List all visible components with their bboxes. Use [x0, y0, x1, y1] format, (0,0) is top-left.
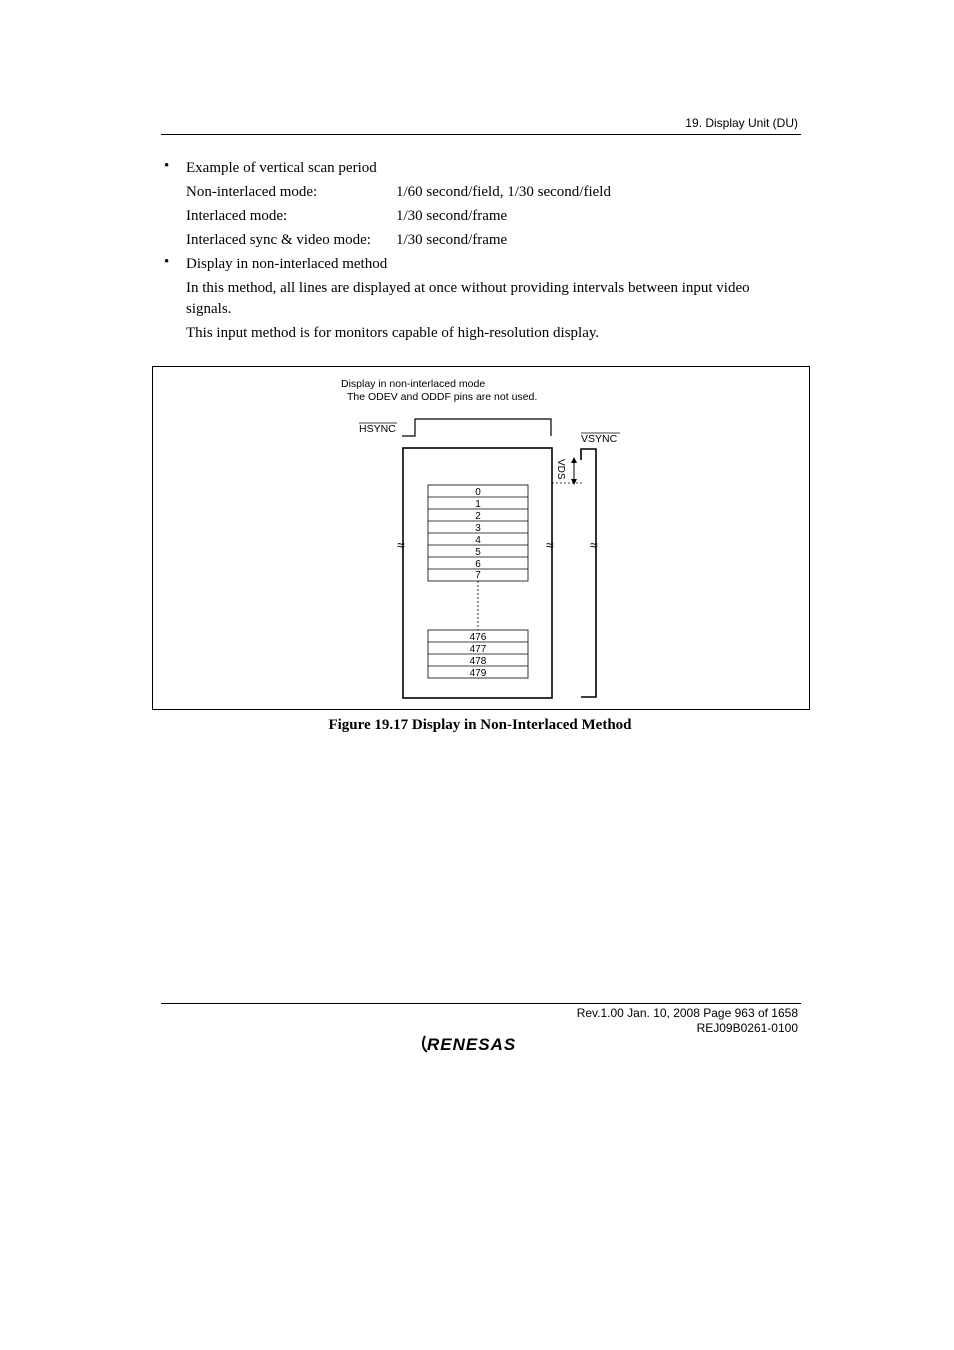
scan-row-label: Interlaced sync & video mode: [186, 232, 371, 248]
bullet-1-title: Example of vertical scan period [186, 160, 377, 176]
line-number: 1 [475, 499, 481, 510]
line-block-bottom [428, 630, 528, 679]
line-number: 0 [475, 487, 481, 498]
line-block-top [428, 485, 528, 581]
line-number: 2 [475, 511, 481, 522]
vds-arrowhead-down [571, 479, 577, 485]
footer-rule [161, 1003, 801, 1004]
line-number: 3 [475, 523, 481, 534]
vds-arrowhead-up [571, 457, 577, 463]
line-number: 479 [469, 668, 487, 679]
scan-row-value: 1/30 second/frame [396, 208, 508, 224]
break-mark-left: ≈ [397, 537, 405, 553]
header-rule [161, 134, 801, 135]
line-number: 6 [475, 559, 481, 570]
scan-row-label: Interlaced mode: [186, 208, 288, 224]
scan-row-value: 1/60 second/field, 1/30 second/field [396, 184, 611, 200]
bullet-2-paragraph-1: In this method, all lines are displayed at once without providing intervals between input video signals. [186, 280, 750, 317]
line-number: 478 [469, 656, 487, 667]
hsync-label: HSYNC [359, 423, 396, 435]
line-number: 476 [469, 632, 487, 643]
figure-caption: Figure 19.17 Display in Non-Interlaced Method [328, 717, 632, 733]
bullet-marker-1: • [164, 158, 170, 174]
figure-frame [152, 366, 810, 710]
vsync-label: VSYNC [581, 433, 618, 445]
renesas-logo [421, 1032, 543, 1061]
figure-note-1: Display in non-interlaced mode [341, 378, 486, 390]
vds-label: VDS [555, 459, 566, 480]
line-number: 477 [469, 644, 487, 655]
footer-doc-number: REJ09B0261-0100 [696, 1021, 798, 1035]
line-number: 5 [475, 547, 481, 558]
scan-row-label: Non-interlaced mode: [186, 184, 318, 200]
break-mark-middle: ≈ [546, 537, 554, 553]
vsync-waveform [581, 449, 596, 697]
bullet-2-paragraph-2: This input method is for monitors capable of high-resolution display. [186, 325, 600, 341]
bullet-2-title: Display in non-interlaced method [186, 256, 388, 272]
non-interlaced-diagram [153, 367, 809, 709]
logo-text: RENESAS [427, 1035, 517, 1054]
footer-revision: Rev.1.00 Jan. 10, 2008 Page 963 of 1658 [576, 1006, 798, 1020]
scan-row-value: 1/30 second/frame [396, 232, 508, 248]
bullet-marker-2: • [164, 254, 170, 270]
line-number: 7 [475, 570, 481, 581]
figure-note-2: The ODEV and ODDF pins are not used. [347, 391, 538, 403]
hsync-waveform [402, 419, 551, 436]
line-number: 4 [475, 535, 481, 546]
running-header: 19. Display Unit (DU) [685, 116, 798, 130]
break-mark-right: ≈ [590, 537, 598, 553]
